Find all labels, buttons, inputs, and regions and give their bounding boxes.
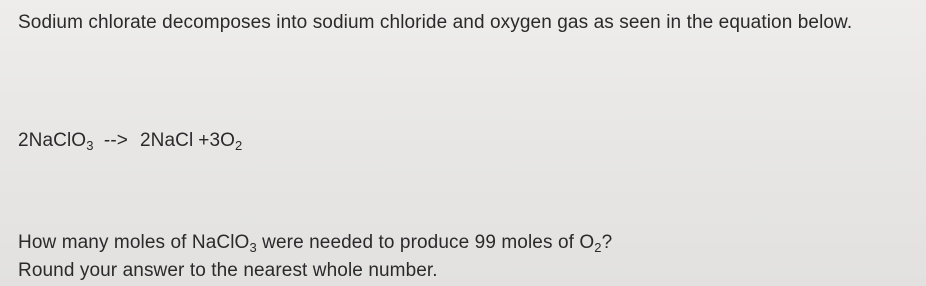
chemical-equation: [18, 130, 242, 152]
reactant-subscript: 3: [86, 138, 94, 153]
rounding-instruction: Round your answer to the nearest whole number.: [18, 260, 438, 281]
reaction-arrow: -->: [103, 130, 128, 151]
question-middle: were needed to produce 99 moles of: [256, 232, 580, 253]
question-suffix: ?: [601, 232, 613, 253]
product-oxygen-subscript: 2: [235, 138, 243, 153]
question-formula-subscript: 3: [249, 240, 257, 255]
question-oxygen-formula: O: [579, 232, 595, 253]
problem-intro: Sodium chlorate decomposes into sodium chloride and oxygen gas as seen in the equation below.: [18, 12, 853, 33]
reactant-formula: NaClO: [28, 130, 87, 151]
product-sodium-chloride: 2NaCl: [139, 130, 194, 151]
product-oxygen-formula: 3O: [209, 130, 236, 151]
question-formula: NaClO: [191, 232, 250, 253]
reactant-coefficient: 2: [18, 130, 29, 151]
question-oxygen-subscript: 2: [594, 240, 602, 255]
plus-sign: +: [198, 130, 210, 151]
question-text: [18, 232, 612, 254]
question-prefix: How many moles of: [18, 232, 192, 253]
